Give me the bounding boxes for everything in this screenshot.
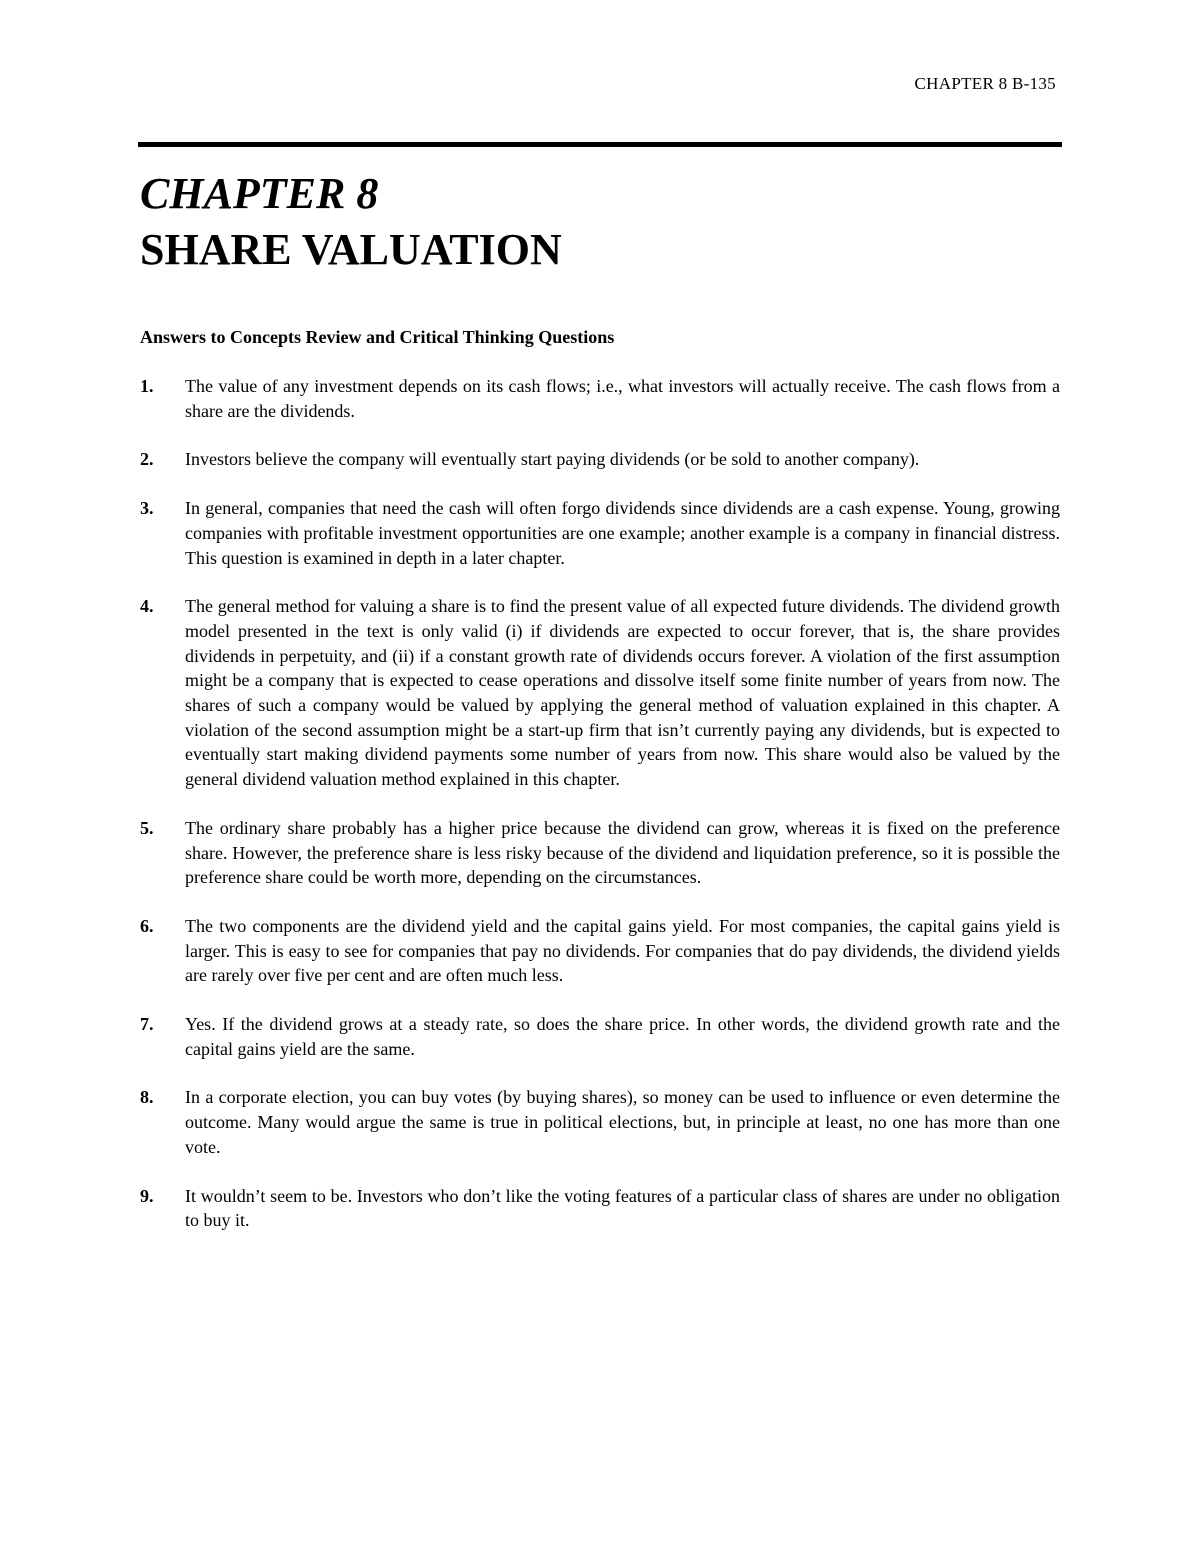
answer-text: The ordinary share probably has a higher price because the dividend can grow, whereas it is fixed on the preference share. However, the preference share is less risky because of the dividend and liquidation preference, so it is possible the preference share could be worth more, depending on the circumstances. bbox=[185, 817, 1060, 888]
answer-number: 9. bbox=[140, 1185, 154, 1206]
answer-item bbox=[140, 496, 1060, 570]
answer-item bbox=[140, 447, 1060, 472]
answer-number: 8. bbox=[140, 1087, 154, 1108]
answer-item bbox=[140, 594, 1060, 792]
answer-item bbox=[140, 914, 1060, 988]
answer-text: The value of any investment depends on its cash flows; i.e., what investors will actually receive. The cash flows from a share are the dividends. bbox=[185, 376, 1060, 421]
answer-text: Investors believe the company will eventually start paying dividends (or be sold to another company). bbox=[185, 449, 920, 470]
answer-item bbox=[140, 1085, 1060, 1159]
answer-number: 6. bbox=[140, 915, 154, 936]
answer-text: The two components are the dividend yield and the capital gains yield. For most companies, the capital gains yield is larger. This is easy to see for companies that pay no dividends. For companies that do pay dividends, the dividend yields are rarely over five per cent and are often much less. bbox=[185, 915, 1060, 986]
chapter-title: SHARE VALUATION bbox=[140, 225, 562, 274]
answer-text: Yes. If the dividend grows at a steady rate, so does the share price. In other words, the dividend growth rate and the capital gains yield are the same. bbox=[185, 1014, 1060, 1059]
answer-number: 2. bbox=[140, 449, 154, 470]
running-header: CHAPTER 8 B-135 bbox=[914, 74, 1056, 93]
answer-text: In a corporate election, you can buy votes (by buying shares), so money can be used to influence or even determine the outcome. Many would argue the same is true in political elections, but, in principle at least, no one has more than one vote. bbox=[185, 1087, 1060, 1157]
answer-number: 4. bbox=[140, 596, 154, 617]
answer-text: In general, companies that need the cash will often forgo dividends since dividends are a cash expense. Young, growing companies with profitable investment opportunities are one example; another example is a company in financial distress. This question is examined in depth in a later chapter. bbox=[185, 498, 1060, 568]
answer-item bbox=[140, 816, 1060, 890]
answer-item bbox=[140, 1184, 1060, 1233]
answer-number: 5. bbox=[140, 817, 154, 838]
answer-number: 7. bbox=[140, 1014, 154, 1035]
answer-list bbox=[140, 374, 1060, 1257]
chapter-number: CHAPTER 8 bbox=[140, 169, 379, 218]
section-heading: Answers to Concepts Review and Critical Thinking Questions bbox=[140, 327, 615, 347]
answer-text: It wouldn’t seem to be. Investors who don’t like the voting features of a particular class of shares are under no obligation to buy it. bbox=[185, 1185, 1060, 1231]
answer-item bbox=[140, 1012, 1060, 1061]
answer-item bbox=[140, 374, 1060, 423]
chapter-rule bbox=[138, 142, 1062, 147]
answer-text: The general method for valuing a share is to find the present value of all expected future dividends. The dividend growth model presented in the text is only valid (i) if dividends are expected to occur forever, that is, the share provides dividends in perpetuity, and (ii) if a constant growth rate of dividends occurs forever. A violation of the first assumption might be a company that is expected to cease operations and dissolve itself some finite number of years from now. The shares of such a company would be valued by applying the general method of valuation explained in this chapter. A violation of the second assumption might be a start-up firm that isn’t currently paying any dividends, but is expected to eventually start making dividend payments some number of years from now. This share would also be valued by the general dividend valuation method explained in this chapter. bbox=[185, 596, 1060, 790]
answer-number: 3. bbox=[140, 498, 154, 519]
answer-number: 1. bbox=[140, 376, 154, 396]
